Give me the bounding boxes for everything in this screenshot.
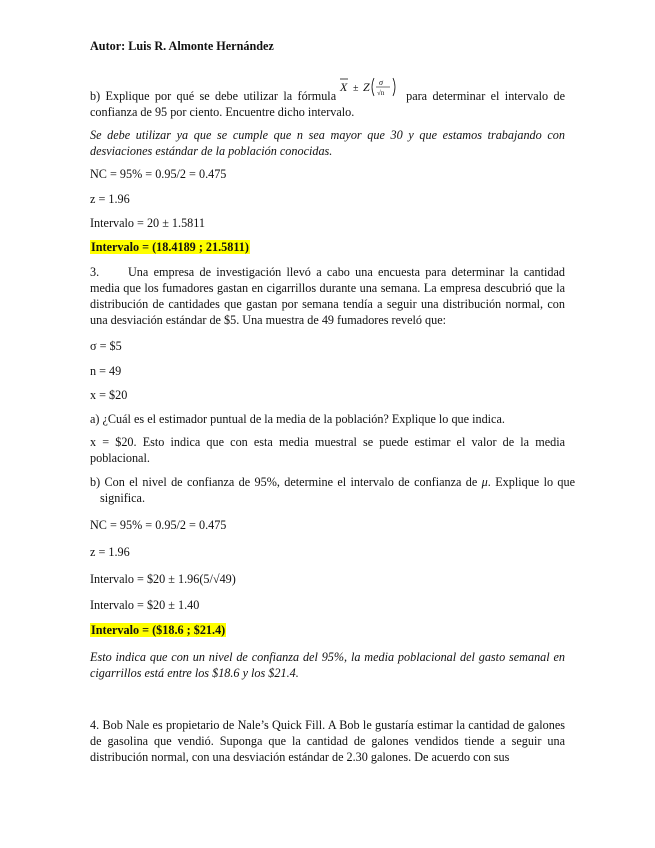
question-2b-z: z = 1.96	[90, 192, 130, 206]
question-2b-interval-calc: Intervalo = 20 ± 1.5811	[90, 216, 205, 230]
svg-text:Z: Z	[363, 80, 370, 94]
confidence-interval-formula-icon	[336, 78, 406, 100]
question-2b-prompt	[90, 78, 566, 120]
mu-symbol: μ	[481, 475, 488, 489]
part-b-text-before: b) Con el nivel de confianza de 95%, determine el intervalo de confianza de	[90, 475, 478, 489]
question-3-text: Una empresa de investigación llevó a cabo una encuesta para determinar la cantidad media que los fumadores gastan en cigarrillos durante una semana. La empresa descubrió que la distribución de cantidades que gastan por semana tendía a seguir una distribución normal, con una desviación estándar de $5. Una muestra de 49 fumadores reveló que:	[90, 265, 565, 327]
author-header: Autor: Luis R. Almonte Hernández	[90, 39, 274, 53]
question-2b-nc: NC = 95% = 0.95/2 = 0.475	[90, 167, 227, 181]
svg-text:X: X	[340, 80, 348, 94]
question-3-part-b	[90, 474, 575, 506]
highlight-interval: Intervalo = ($18.6 ; $21.4)	[91, 623, 226, 637]
question-3-n: n = 49	[90, 364, 122, 378]
prompt-text-after: para determinar el intervalo de confianza de 95 por ciento. Encuentre dicho intervalo.	[90, 89, 566, 119]
question-3-interval-calc: Intervalo = $20 ± 1.40	[90, 598, 200, 612]
svg-text:±: ±	[353, 83, 359, 94]
question-4-statement: 4. Bob Nale es propietario de Nale’s Quick Fill. A Bob le gustaría estimar la cantidad de galones de gasolina que vendió. Suponga que la cantidad de galones vendidos tiende a seguir una distribución normal, con una desviación estándar de 2.30 galones. De acuerdo con sus	[90, 718, 565, 764]
prompt-text-before: b) Explique por qué se debe utilizar la fórmula	[90, 89, 337, 103]
question-3-x: x = $20	[90, 388, 128, 402]
question-3-sigma: σ = $5	[90, 339, 122, 353]
question-2b-answer: Se debe utilizar ya que se cumple que n sea mayor que 30 y que estamos trabajando con desviaciones estándar de la población conocidas.	[90, 128, 565, 158]
part-b-text-after: . Explique lo que significa.	[100, 475, 576, 505]
question-3-nc: NC = 95% = 0.95/2 = 0.475	[90, 518, 227, 532]
highlight-interval: Intervalo = (18.4189 ; 21.5811)	[91, 240, 249, 254]
svg-text:σ: σ	[379, 78, 384, 87]
question-3-interval-result	[90, 622, 565, 638]
question-3-part-a: a) ¿Cuál es el estimador puntual de la media de la población? Explique lo que indica.	[90, 412, 505, 426]
question-3-z: z = 1.96	[90, 545, 130, 559]
question-3-interval-formula: Intervalo = $20 ± 1.96(5/√49)	[90, 572, 236, 586]
question-3-conclusion: Esto indica que con un nivel de confianza del 95%, la media poblacional del gasto semanal en cigarrillos está entre los $18.6 y los $21.4.	[90, 650, 565, 680]
question-2b-interval-result	[90, 239, 565, 255]
formula-svg	[338, 76, 406, 102]
question-3-answer-a: x = $20. Esto indica que con esta media muestral se puede estimar el valor de la media poblacional.	[90, 435, 565, 465]
svg-text:√n: √n	[377, 89, 385, 97]
question-3-number: 3.	[90, 265, 100, 279]
question-3-statement	[90, 264, 565, 328]
